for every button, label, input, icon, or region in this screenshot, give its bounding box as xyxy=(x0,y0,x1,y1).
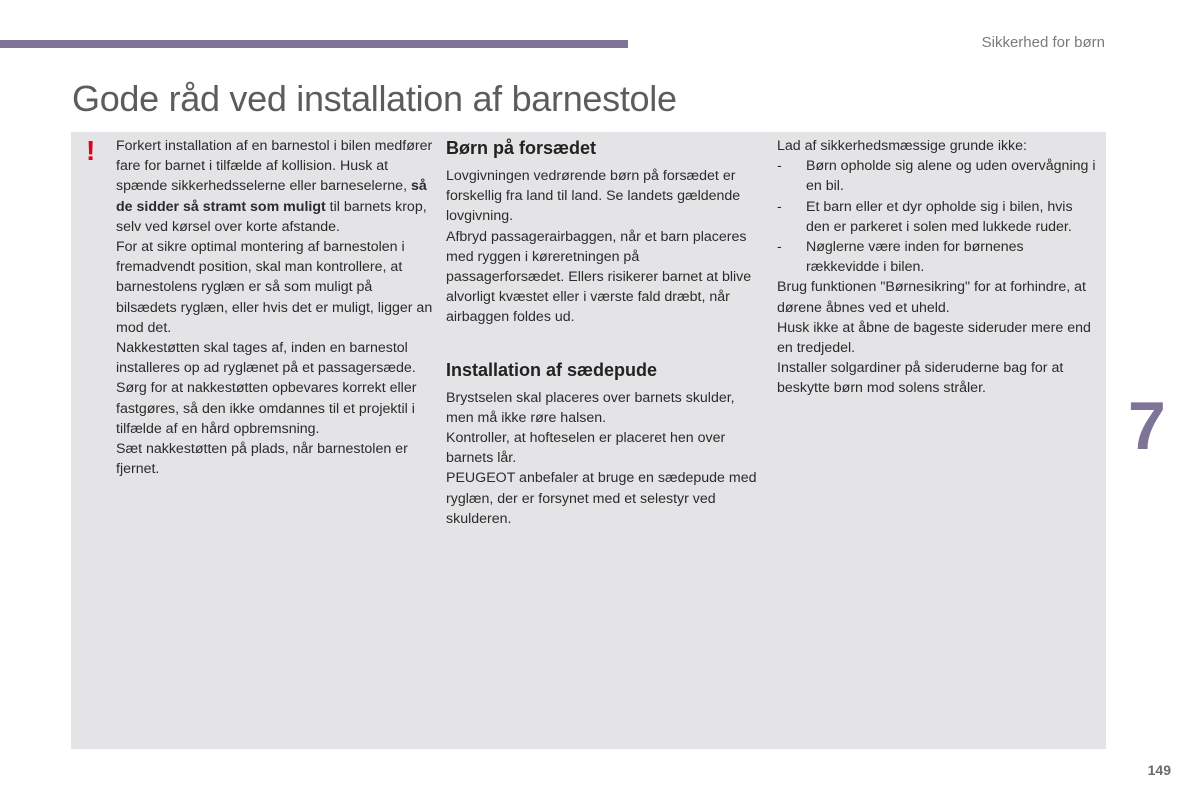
booster-seat-heading: Installation af sædepude xyxy=(446,359,658,380)
list-dash: - xyxy=(777,158,782,175)
warning-text-b: Husk at spænde sikkerhedsselerne eller barneselerne, xyxy=(116,158,411,195)
list-item-text: Et barn eller et dyr opholde sig i bilen, hvis den er parkeret i solen med lukkede ruder. xyxy=(806,198,1073,235)
warning-text-c: til barnets krop, selv ved kørsel over korte afstande. xyxy=(116,198,427,235)
section-title: Sikkerhed for børn xyxy=(981,34,1105,51)
front-seat-column xyxy=(446,136,758,529)
warning-paragraph-3: Nakkestøtten skal tages af, inden en barnestol installeres op ad ryglænet på et passagersæde. xyxy=(116,340,416,377)
safety-column xyxy=(777,136,1099,399)
front-seat-heading: Børn på forsædet xyxy=(446,138,597,158)
warning-exclamation-icon: ! xyxy=(86,135,96,166)
safety-intro: Lad af sikkerhedsmæssige grunde ikke: xyxy=(777,138,1027,154)
list-item xyxy=(777,197,1099,237)
list-dash: - xyxy=(777,198,782,215)
warning-paragraph-1 xyxy=(116,136,434,237)
safety-paragraph-2: Brug funktionen "Børnesikring" for at forhindre, at dørene åbnes ved et uheld. xyxy=(777,279,1086,316)
booster-paragraph-3: PEUGEOT anbefaler at bruge en sædepude med ryglæn, der er forsynet med et selestyr ved skulderen. xyxy=(446,470,757,527)
list-item xyxy=(777,156,1099,196)
warning-paragraph-5: Sæt nakkestøtten på plads, når barnestolen er fjernet. xyxy=(116,441,408,478)
chapter-number: 7 xyxy=(1128,388,1166,464)
booster-paragraph-1: Brystselen skal placeres over barnets skulder, men må ikke røre halsen. xyxy=(446,389,735,426)
safety-paragraph-4: Installer solgardiner på sideruderne bag for at beskytte børn mod solens stråler. xyxy=(777,360,1064,397)
warning-column xyxy=(116,136,434,479)
booster-paragraph-2: Kontroller, at hofteselen er placeret hen over barnets lår. xyxy=(446,430,726,467)
warning-paragraph-2: For at sikre optimal montering af barnestolen i fremadvendt position, skal man kontrollere, at barnestolens ryglæn er så som muligt på bilsædets ryglæn, eller hvis det er muligt, ligger an mod det. xyxy=(116,239,433,336)
safety-list xyxy=(777,156,1099,277)
header-accent-bar xyxy=(0,40,628,48)
page-number: 149 xyxy=(1147,762,1171,778)
front-seat-paragraph-1: Lovgivningen vedrørende børn på forsædet er forskellig fra land til land. Se landets gældende lovgivning. xyxy=(446,168,741,225)
warning-paragraph-4: Sørg for at nakkestøtten opbevares korrekt eller fastgøres, så den ikke omdannes til et projektil i tilfælde af en hård opbremsning. xyxy=(116,380,417,437)
safety-paragraph-3: Husk ikke at åbne de bageste sideruder mere end en tredjedel. xyxy=(777,319,1091,357)
front-seat-paragraph-2: Afbryd passagerairbaggen, når et barn placeres med ryggen i køreretningen på passagerforsædet. Ellers risikerer barnet at blive alvorligt kvæstet eller i værste fald dræbt, når airbaggen foldes ud. xyxy=(446,228,752,326)
warning-text-a: Forkert installation af en barnestol i bilen medfører fare for barnet i tilfælde af kollision. xyxy=(116,138,433,175)
list-item-text: Børn opholde sig alene og uden overvågning i en bil. xyxy=(806,158,1096,195)
list-item xyxy=(777,237,1099,277)
list-dash: - xyxy=(777,239,782,256)
page-title: Gode råd ved installation af barnestole xyxy=(72,78,677,119)
list-item-text: Nøglerne være inden for børnenes rækkevidde i bilen. xyxy=(806,239,1024,276)
warning-text-bold: så de sidder så stramt som muligt xyxy=(116,178,427,215)
